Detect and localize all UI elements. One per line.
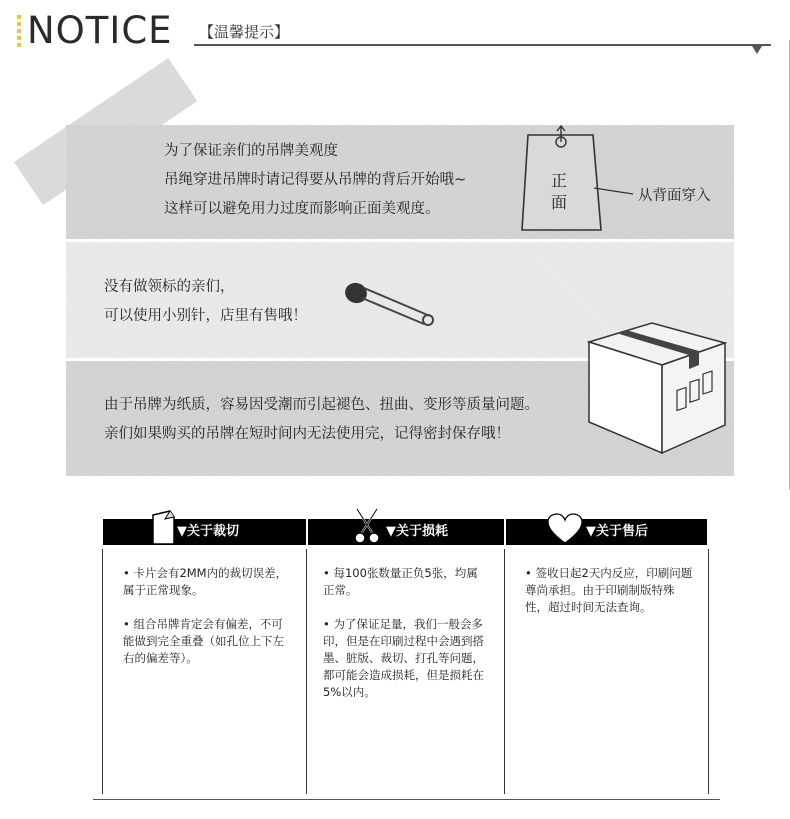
header-divider-triangle bbox=[752, 46, 762, 54]
band1-text: 为了保证亲们的吊牌美观度 吊绳穿进吊牌时请记得要从吊牌的背后开始哦~ 这样可以避免用力过度而影响正面美观度。 bbox=[164, 143, 467, 217]
header-accent-bars bbox=[17, 15, 21, 47]
heart-icon bbox=[547, 513, 583, 545]
column-text-cutting bbox=[123, 565, 288, 684]
tag-callout: 从背面穿入 bbox=[638, 188, 711, 204]
paragraph: • 为了保证足量，我们一般会多印，但是在印刷过程中会遇到搭墨、脏版、裁切、打孔等问题，都可能会造成损耗，但是损耗在5%以内。 bbox=[323, 617, 484, 699]
scissors-icon bbox=[352, 507, 382, 545]
tag-front-label: 正 面 bbox=[551, 171, 568, 212]
column-header-cutting: ▼关于裁切 bbox=[103, 519, 306, 545]
band3-text: 由于吊牌为纸质，容易因受潮而引起褪色、扭曲、变形等质量问题。 亲们如果购买的吊牌在短时间内无法使用完，记得密封保存哦！ bbox=[104, 397, 539, 442]
column-text-after-sales bbox=[525, 565, 693, 633]
header-divider bbox=[194, 44, 771, 46]
column-header-after-sales: ▼关于售后 bbox=[506, 519, 707, 545]
paragraph: • 组合吊牌肯定会有偏差，不可能做到完全重叠（如孔位上下左右的偏差等）。 bbox=[123, 617, 284, 665]
page-subtitle: 【温馨提示】 bbox=[199, 23, 290, 41]
safety-pin-icon bbox=[342, 276, 438, 328]
column-text-loss bbox=[323, 565, 487, 718]
page-title: NOTICE bbox=[27, 9, 173, 52]
band2-text: 没有做领标的亲们， 可以使用小别针，店里有售哦！ bbox=[104, 279, 307, 324]
bottom-divider bbox=[93, 799, 720, 800]
paragraph: • 每100张数量正负5张，均属正常。 bbox=[323, 566, 478, 597]
paragraph: • 签收日起2天内反应，印刷问题尊尚承担。由于印刷制版特殊性，超过时间无法查询。 bbox=[525, 566, 693, 614]
column-header-loss: ▼关于损耗 bbox=[308, 519, 504, 545]
hang-tag-diagram bbox=[515, 122, 725, 234]
column-divider bbox=[504, 549, 505, 794]
paper-cut-icon bbox=[151, 509, 177, 545]
cardboard-box-icon bbox=[586, 320, 728, 456]
paragraph: • 卡片会有2MM内的裁切误差，属于正常现象。 bbox=[123, 566, 288, 597]
